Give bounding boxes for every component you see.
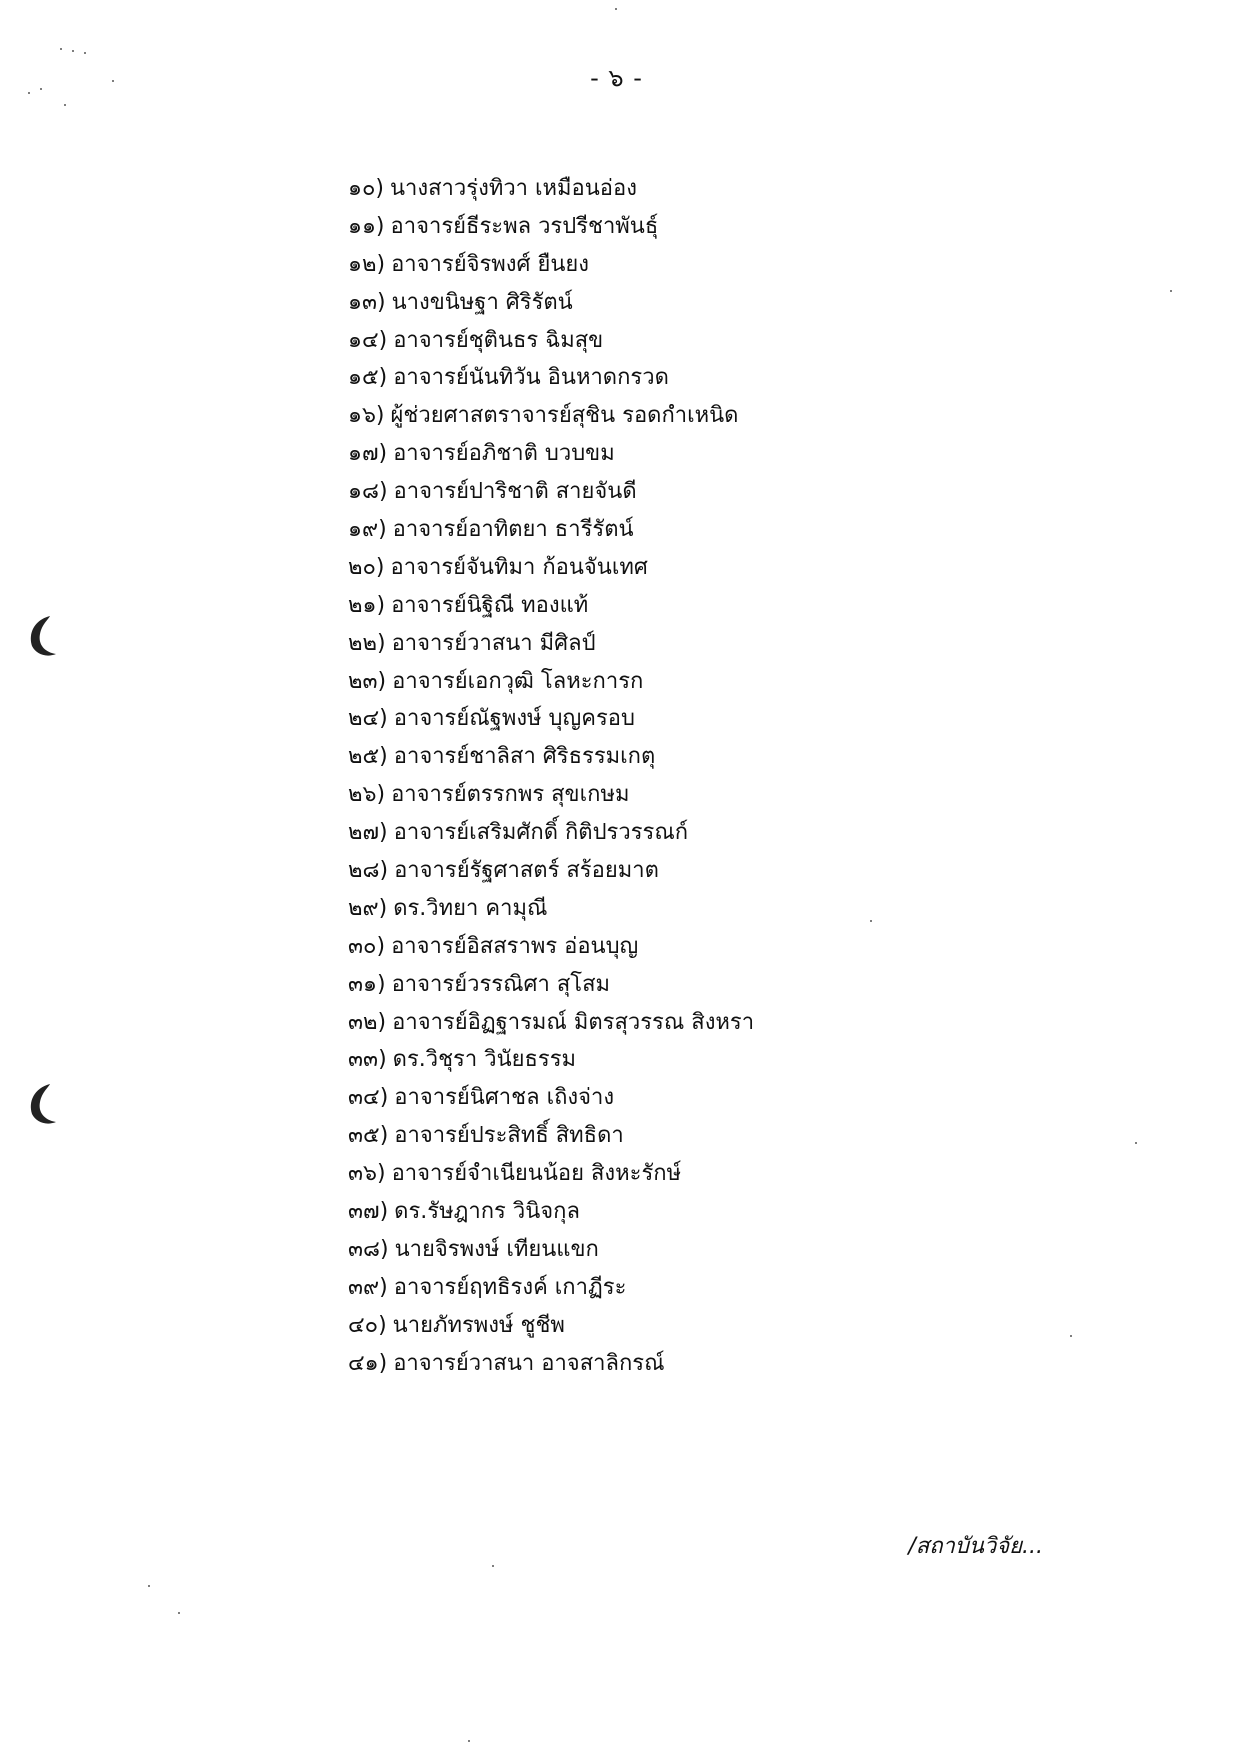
list-item <box>348 890 754 928</box>
item-name: ดร.วิชุรา วินัยธรรม <box>392 1047 577 1073</box>
punch-hole-mark-upper <box>28 614 58 658</box>
item-number: ๑๕) <box>348 365 388 391</box>
scan-speck <box>84 52 86 54</box>
item-name: อาจารย์ณัฐพงษ์ บุญครอบ <box>393 706 635 732</box>
list-item <box>348 1041 754 1079</box>
scan-speck <box>468 1740 470 1742</box>
item-name: อาจารย์อิฏฐารมณ์ มิตรสุวรรณ สิงหรา <box>392 1009 755 1035</box>
item-number: ๑๗) <box>348 441 388 467</box>
list-item <box>348 1155 754 1193</box>
item-name: อาจารย์อิสสราพร อ่อนบุญ <box>391 933 639 959</box>
list-item <box>348 1269 754 1307</box>
committee-name-list <box>348 170 754 1383</box>
item-number: ๒๒) <box>348 630 386 656</box>
item-name: อาจารย์นิฐิณี ทองแท้ <box>391 592 589 618</box>
scan-speck <box>1135 1142 1137 1144</box>
item-name: อาจารย์ประสิทธิ์ สิทธิดา <box>394 1123 624 1149</box>
item-name: อาจารย์ฤทธิรงค์ เกาฏีระ <box>393 1274 627 1300</box>
list-item <box>348 928 754 966</box>
list-item <box>348 738 754 776</box>
continuation-marker: /สถาบันวิจัย... <box>908 1534 1043 1559</box>
item-name: นายจิรพงษ์ เทียนแขก <box>394 1236 599 1262</box>
item-number: ๑๒) <box>348 251 386 277</box>
item-name: อาจารย์ปาริชาติ สายจันดี <box>393 479 637 505</box>
scan-speck <box>72 50 74 52</box>
item-name: อาจารย์อภิชาติ บวบขม <box>393 441 615 467</box>
scan-speck <box>870 920 872 922</box>
scan-speck <box>148 1585 150 1587</box>
list-item <box>348 1117 754 1155</box>
scan-speck <box>1070 1335 1072 1337</box>
item-number: ๒๐) <box>348 554 385 580</box>
item-number: ๑๐) <box>348 176 384 201</box>
list-item <box>348 776 754 814</box>
item-number: ๒๑) <box>348 592 386 618</box>
scan-speck <box>28 92 30 94</box>
item-number: ๒๔) <box>348 706 388 732</box>
scan-speck <box>178 1612 180 1614</box>
item-number: ๒๖) <box>348 782 386 808</box>
item-name: ดร.รัษฎากร วินิจกุล <box>394 1199 580 1225</box>
list-item <box>348 322 754 360</box>
item-name: อาจารย์ชุตินธร ฉิมสุข <box>393 327 604 353</box>
list-item <box>348 284 754 322</box>
item-number: ๓๑) <box>348 971 386 997</box>
item-name: นายภัทรพงษ์ ชูชีพ <box>392 1312 565 1338</box>
list-item <box>348 246 754 284</box>
item-number: ๓๗) <box>348 1199 389 1225</box>
item-number: ๑๔) <box>348 327 388 353</box>
item-number: ๓๖) <box>348 1161 386 1187</box>
item-name: นางสาวรุ่งทิวา เหมือนอ่อง <box>389 176 637 201</box>
item-number: ๒๗) <box>348 820 388 846</box>
item-name: อาจารย์จิรพงศ์ ยืนยง <box>391 251 590 277</box>
scan-speck <box>60 48 62 50</box>
list-item <box>348 1004 754 1042</box>
item-number: ๓๓) <box>348 1047 387 1073</box>
scan-speck <box>492 1565 494 1567</box>
item-name: ดร.วิทยา คามุณี <box>393 895 548 921</box>
scan-speck <box>40 88 42 90</box>
item-number: ๔๑) <box>348 1350 388 1376</box>
item-name: อาจารย์ตรรกพร สุขเกษม <box>391 782 630 808</box>
item-name: อาจารย์อาทิตยา ธารีรัตน์ <box>392 517 634 543</box>
list-item <box>348 397 754 435</box>
item-number: ๒๙) <box>348 895 388 921</box>
list-item <box>348 435 754 473</box>
list-item <box>348 966 754 1004</box>
item-name: อาจารย์จันทิมา ก้อนจันเทศ <box>390 554 648 580</box>
list-item <box>348 1307 754 1345</box>
page-number: - ๖ - <box>590 64 643 92</box>
item-name: อาจารย์วรรณิศา สุโสม <box>391 971 610 997</box>
item-number: ๑๓) <box>348 289 386 315</box>
list-item <box>348 852 754 890</box>
item-number: ๑๑) <box>348 213 385 239</box>
item-name: นางขนิษฐา ศิริรัตน์ <box>391 289 573 315</box>
list-item <box>348 1345 754 1383</box>
item-name: ผู้ช่วยศาสตราจารย์สุชิน รอดกำเหนิด <box>390 403 739 429</box>
item-name: อาจารย์นันทิวัน อินหาดกรวด <box>393 365 669 391</box>
item-name: อาจารย์จำเนียนน้อย สิงหะรักษ์ <box>391 1161 682 1187</box>
list-item <box>348 170 754 208</box>
item-name: อาจารย์รัฐศาสตร์ สร้อยมาต <box>394 858 659 884</box>
list-item <box>348 814 754 852</box>
list-item <box>348 511 754 549</box>
item-number: ๑๖) <box>348 403 385 429</box>
item-number: ๓๘) <box>348 1236 389 1262</box>
list-item <box>348 587 754 625</box>
item-number: ๒๓) <box>348 668 387 694</box>
list-item <box>348 1231 754 1269</box>
item-number: ๓๒) <box>348 1009 387 1035</box>
scan-speck <box>112 80 114 82</box>
list-item <box>348 1079 754 1117</box>
list-item <box>348 625 754 663</box>
item-name: อาจารย์เสริมศักดิ์ กิติปรวรรณก์ <box>393 820 689 846</box>
list-item <box>348 1193 754 1231</box>
item-name: อาจารย์วาสนา มีศิลป์ <box>391 630 596 656</box>
item-number: ๒๕) <box>348 744 388 770</box>
item-number: ๔๐) <box>348 1312 387 1338</box>
list-item <box>348 359 754 397</box>
item-name: อาจารย์ชาลิสา ศิริธรรมเกตุ <box>393 744 656 770</box>
item-name: อาจารย์ธีระพล วรปรีชาพันธุ์ <box>390 213 659 239</box>
scan-speck <box>64 104 66 106</box>
item-name: อาจารย์นิศาชล เถิงจ่าง <box>394 1085 615 1111</box>
list-item <box>348 663 754 701</box>
item-number: ๒๘) <box>348 858 389 884</box>
item-number: ๓๕) <box>348 1123 389 1149</box>
item-number: ๓๐) <box>348 933 386 959</box>
scan-speck <box>615 8 617 10</box>
list-item <box>348 549 754 587</box>
item-number: ๓๙) <box>348 1274 388 1300</box>
item-name: อาจารย์วาสนา อาจสาลิกรณ์ <box>393 1350 665 1376</box>
scan-speck <box>1170 290 1172 292</box>
item-name: อาจารย์เอกวุฒิ โลหะการก <box>392 668 644 694</box>
list-item <box>348 700 754 738</box>
list-item <box>348 208 754 246</box>
punch-hole-mark-lower <box>28 1082 58 1126</box>
item-number: ๑๘) <box>348 479 388 505</box>
item-number: ๑๙) <box>348 517 387 543</box>
list-item <box>348 473 754 511</box>
item-number: ๓๔) <box>348 1085 389 1111</box>
